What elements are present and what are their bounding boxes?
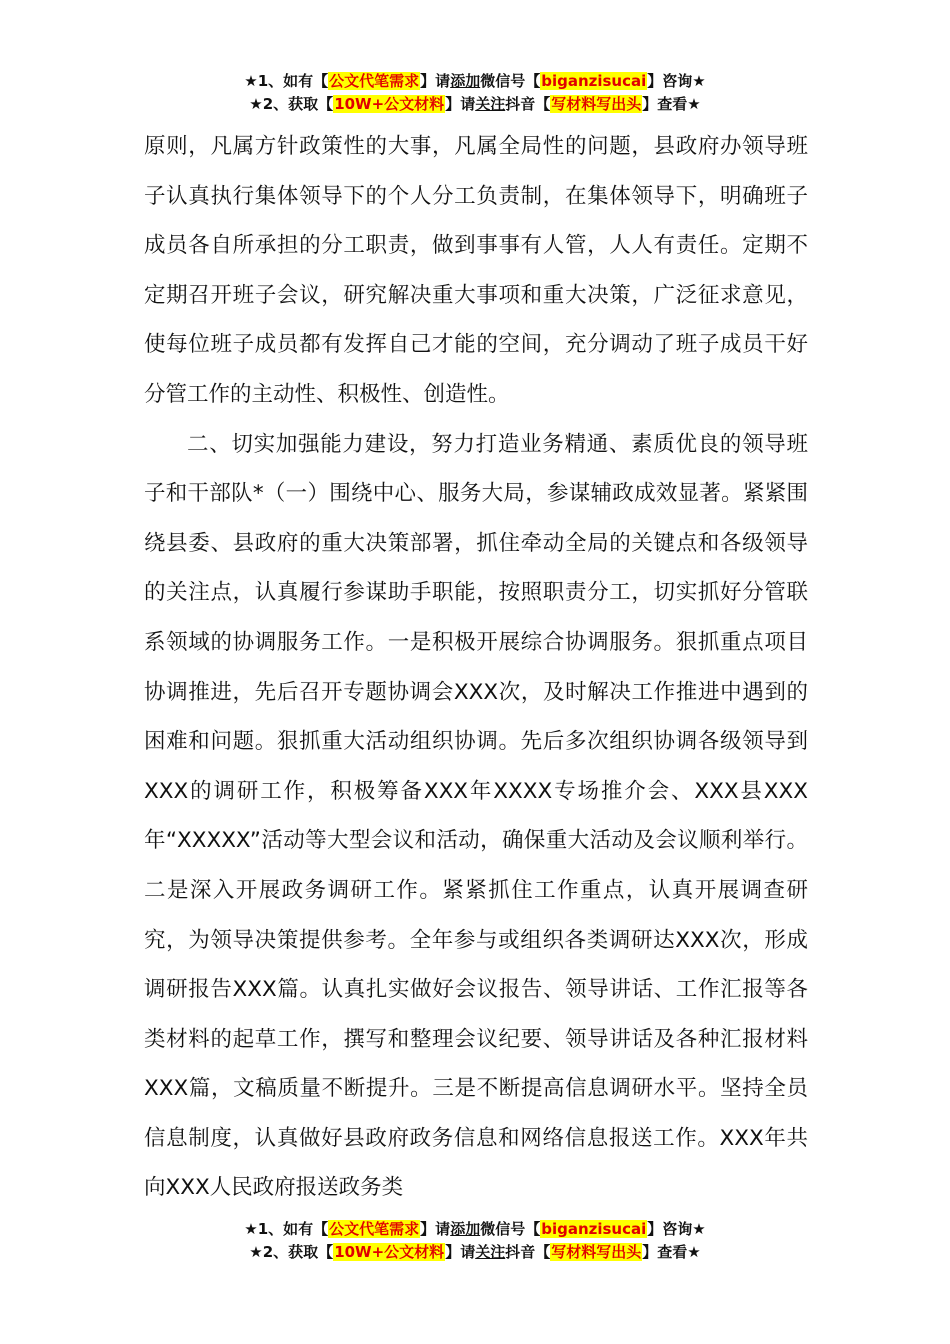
promo-text: 微信号【 (480, 72, 541, 90)
promo-highlight: 写材料写出头 (551, 95, 642, 113)
promo-text: ★1、如有【 (244, 72, 329, 90)
promo-text: 抖音【 (505, 1243, 551, 1261)
header-promo-banner (0, 70, 950, 116)
promo-line-2 (0, 93, 950, 116)
promo-highlight: biganzisucai (541, 1220, 647, 1238)
footer-promo-banner (0, 1218, 950, 1264)
promo-emphasis: 添加 (450, 1220, 481, 1238)
promo-emphasis: 添加 (450, 72, 481, 90)
promo-text: ★2、获取【 (249, 95, 334, 113)
promo-text: 】请 (420, 1220, 451, 1238)
promo-highlight: 公文代笔需求 (329, 72, 420, 90)
promo-highlight: 10W+公文材料 (334, 1243, 445, 1261)
promo-text: ★2、获取【 (249, 1243, 334, 1261)
promo-emphasis: 关注 (475, 95, 506, 113)
paragraph-2: 二、切实加强能力建设，努力打造业务精通、素质优良的领导班子和干部队*（一）围绕中心、服务大局，参谋辅政成效显著。紧紧围绕县委、县政府的重大决策部署，抓住牵动全局的关键点和各级领导的关注点，认真履行参谋助手职能，按照职责分工，切实抓好分管联系领域的协调服务工作。一是积极开展综合协调服务。狠抓重点项目协调推进，先后召开专题协调会XXX次，及时解决工作推进中遇到的困难和问题。狠抓重大活动组织协调。先后多次组织协调各级领导到XXX的调研工作，积极筹备XXX年XXXX专场推介会、XXX县XXX年“XXXXX”活动等大型会议和活动，确保重大活动及会议顺利举行。二是深入开展政务调研工作。紧紧抓住工作重点，认真开展调查研究，为领导决策提供参考。全年参与或组织各类调研达XXX次，形成调研报告XXX篇。认真扎实做好会议报告、领导讲话、工作汇报等各类材料的起草工作，撰写和整理会议纪要、领导讲话及各种汇报材料XXX篇，文稿质量不断提升。三是不断提高信息调研水平。坚持全员信息制度，认真做好县政府政务信息和网络信息报送工作。XXX年共向XXX人民政府报送政务类 (144, 431, 808, 1201)
promo-text: 】咨询★ (647, 1220, 706, 1238)
promo-line-1 (0, 70, 950, 93)
promo-text: 】查看★ (642, 95, 701, 113)
promo-text: ★1、如有【 (244, 1220, 329, 1238)
promo-highlight: biganzisucai (541, 72, 647, 90)
promo-text: 抖音【 (505, 95, 551, 113)
document-body (144, 122, 808, 1213)
promo-line-2 (0, 1241, 950, 1264)
promo-text: 】请 (445, 1243, 476, 1261)
promo-highlight: 公文代笔需求 (329, 1220, 420, 1238)
promo-line-1 (0, 1218, 950, 1241)
promo-highlight: 10W+公文材料 (334, 95, 445, 113)
paragraph-1: 原则，凡属方针政策性的大事，凡属全局性的问题，县政府办领导班子认真执行集体领导下的个人分工负责制，在集体领导下，明确班子成员各自所承担的分工职责，做到事事有人管，人人有责任。定期不定期召开班子会议，研究解决重大事项和重大决策，广泛征求意见，使每位班子成员都有发挥自己才能的空间，充分调动了班子成员干好分管工作的主动性、积极性、创造性。 (144, 134, 808, 407)
promo-text: 微信号【 (480, 1220, 541, 1238)
promo-text: 】咨询★ (647, 72, 706, 90)
promo-text: 】查看★ (642, 1243, 701, 1261)
promo-highlight: 写材料写出头 (551, 1243, 642, 1261)
promo-emphasis: 关注 (475, 1243, 506, 1261)
promo-text: 】请 (445, 95, 476, 113)
promo-text: 】请 (420, 72, 451, 90)
